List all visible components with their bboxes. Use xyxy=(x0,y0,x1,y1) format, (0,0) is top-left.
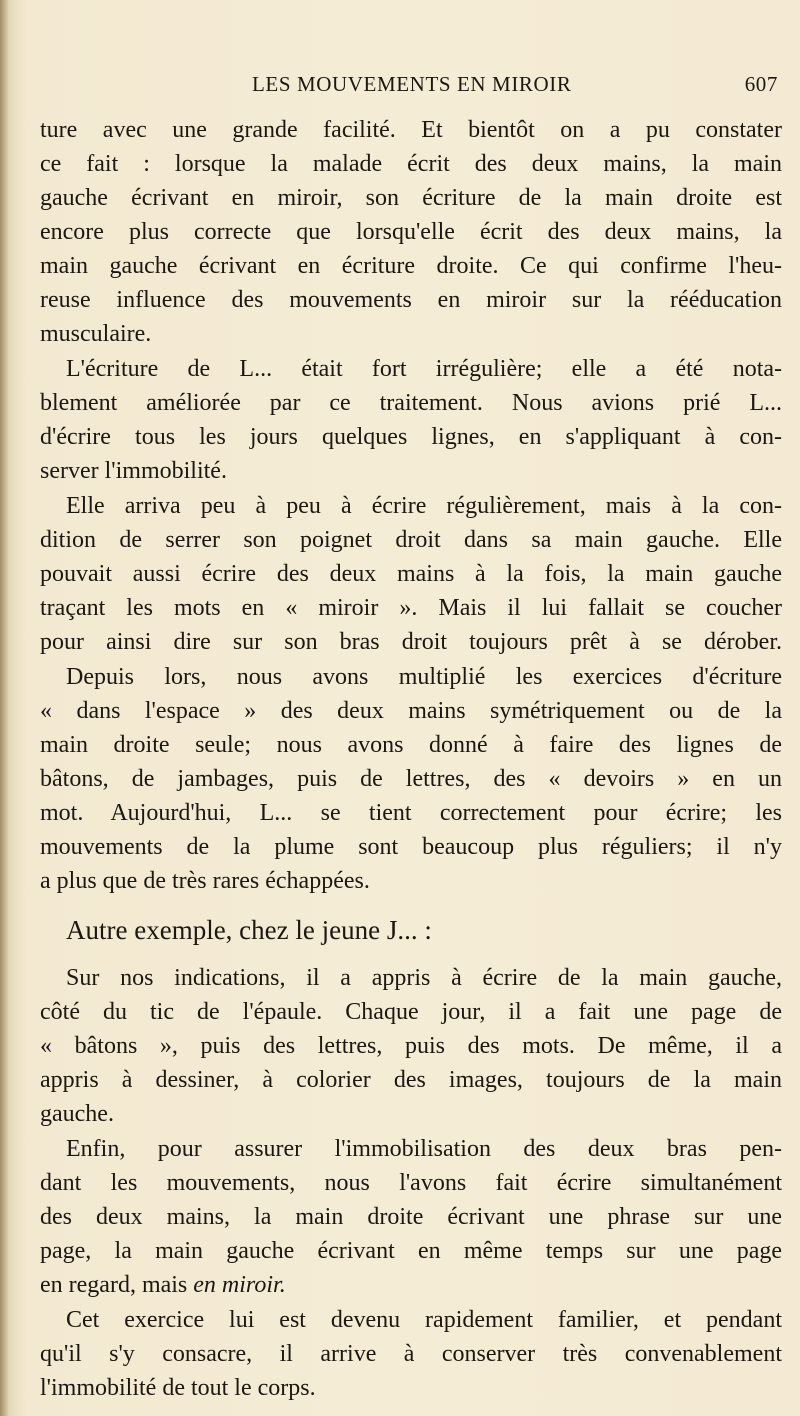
body-line: encore plus correcte que lorsqu'elle écrit des deux mains, la xyxy=(40,219,782,245)
body-line: mot. Aujourd'hui, L... se tient correctement pour écrire; les xyxy=(40,800,782,826)
body-line: Elle arriva peu à peu à écrire régulièrement, mais à la con- xyxy=(66,493,782,519)
body-line xyxy=(40,1268,782,1302)
body-line: page, la main gauche écrivant en même temps sur une page xyxy=(40,1238,782,1264)
body-line-text: en regard, mais xyxy=(40,1272,188,1298)
body-line: blement améliorée par ce traitement. Nous avions prié L... xyxy=(40,390,782,416)
body-line: « dans l'espace » des deux mains symétriquement ou de la xyxy=(40,698,782,724)
body-line: reuse influence des mouvements en miroir sur la rééducation xyxy=(40,287,782,313)
running-head xyxy=(40,72,782,100)
body-line: main gauche écrivant en écriture droite. Ce qui confirme l'heu- xyxy=(40,253,782,279)
body-line: appris à dessiner, à colorier des images, toujours de la main xyxy=(40,1067,782,1093)
body-line: ture avec une grande facilité. Et bientôt on a pu constater xyxy=(40,117,782,143)
body-line: gauche écrivant en miroir, son écriture de la main droite est xyxy=(40,185,782,211)
body-line: bâtons, de jambages, puis de lettres, des « devoirs » en un xyxy=(40,766,782,792)
body-line: côté du tic de l'épaule. Chaque jour, il a fait une page de xyxy=(40,999,782,1025)
italic-phrase: en miroir. xyxy=(193,1272,286,1298)
body-line: pour ainsi dire sur son bras droit toujours prêt à se dérober. xyxy=(40,629,782,655)
body-line: a plus que de très rares échappées. xyxy=(40,868,370,894)
body-line: dant les mouvements, nous l'avons fait écrire simultanément xyxy=(40,1170,782,1196)
body-line: des deux mains, la main droite écrivant une phrase sur une xyxy=(40,1204,782,1230)
body-line: l'immobilité de tout le corps. xyxy=(40,1375,316,1401)
body-line: qu'il s'y consacre, il arrive à conserver très convenablement xyxy=(40,1341,782,1367)
body-line: server l'immobilité. xyxy=(40,458,227,484)
body-line: « bâtons », puis des lettres, puis des mots. De même, il a xyxy=(40,1033,782,1059)
body-line: Enfin, pour assurer l'immobilisation des deux bras pen- xyxy=(66,1136,782,1162)
body-line: mouvements de la plume sont beaucoup plus réguliers; il n'y xyxy=(40,834,782,860)
body-line: d'écrire tous les jours quelques lignes, en s'appliquant à con- xyxy=(40,424,782,450)
body-line: Sur nos indications, il a appris à écrire de la main gauche, xyxy=(66,965,782,991)
body-line: ce fait : lorsque la malade écrit des deux mains, la main xyxy=(40,151,782,177)
body-line: traçant les mots en « miroir ». Mais il lui fallait se coucher xyxy=(40,595,782,621)
page-binding-edge xyxy=(0,0,8,1416)
running-title: LES MOUVEMENTS EN MIROIR xyxy=(252,72,572,96)
page-number: 607 xyxy=(744,72,778,96)
body-line: L'écriture de L... était fort irrégulière; elle a été nota- xyxy=(66,356,782,382)
body-line: gauche. xyxy=(40,1101,114,1127)
body-line: dition de serrer son poignet droit dans sa main gauche. Elle xyxy=(40,527,782,553)
body-line: Depuis lors, nous avons multiplié les exercices d'écriture xyxy=(66,664,782,690)
body-line: main droite seule; nous avons donné à faire des lignes de xyxy=(40,732,782,758)
body-line: musculaire. xyxy=(40,321,152,347)
body-line: pouvait aussi écrire des deux mains à la fois, la main gauche xyxy=(40,561,782,587)
section-heading: Autre exemple, chez le jeune J... : xyxy=(66,915,432,945)
body-line: Cet exercice lui est devenu rapidement familier, et pendant xyxy=(66,1307,782,1333)
